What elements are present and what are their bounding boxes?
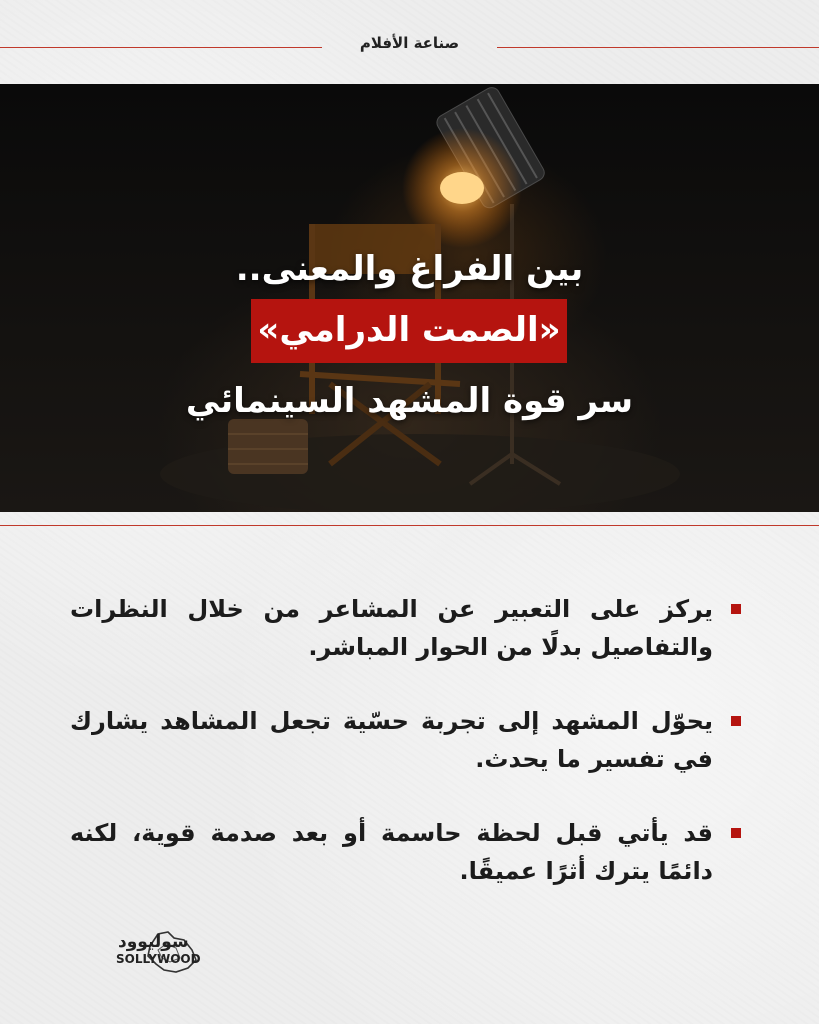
logo-english: SOLLYWOOD (116, 952, 201, 966)
sollywood-logo (60, 928, 200, 976)
list-item (70, 702, 741, 778)
bullet-text: قد يأتي قبل لحظة حاسمة أو بعد صدمة قوية، لكنه دائمًا يترك أثرًا عميقًا. (70, 819, 713, 885)
square-bullet-icon (731, 604, 741, 614)
header-rule-left (0, 47, 322, 48)
bullet-text: يركز على التعبير عن المشاعر من خلال النظرات والتفاصيل بدلًا من الحوار المباشر. (70, 595, 713, 661)
header-rule-right (497, 47, 819, 48)
hero-image (0, 84, 819, 512)
film-set-illustration (0, 84, 819, 512)
hero-title-line1: بين الفراغ والمعنى.. (235, 249, 584, 289)
bullet-text: يحوّل المشهد إلى تجربة حسّية تجعل المشاهد يشارك في تفسير ما يحدث. (70, 707, 713, 773)
hero-title-highlight: «الصمت الدرامي» (251, 299, 567, 363)
list-item (70, 590, 741, 666)
logo-arabic: سوليوود (118, 932, 189, 952)
section-label: صناعة الأفلام (359, 34, 460, 52)
square-bullet-icon (731, 828, 741, 838)
hero-title-line3: سر قوة المشهد السينمائي (185, 381, 634, 421)
square-bullet-icon (731, 716, 741, 726)
hero-rule (0, 525, 819, 526)
list-item (70, 814, 741, 890)
bullet-list (70, 590, 741, 926)
